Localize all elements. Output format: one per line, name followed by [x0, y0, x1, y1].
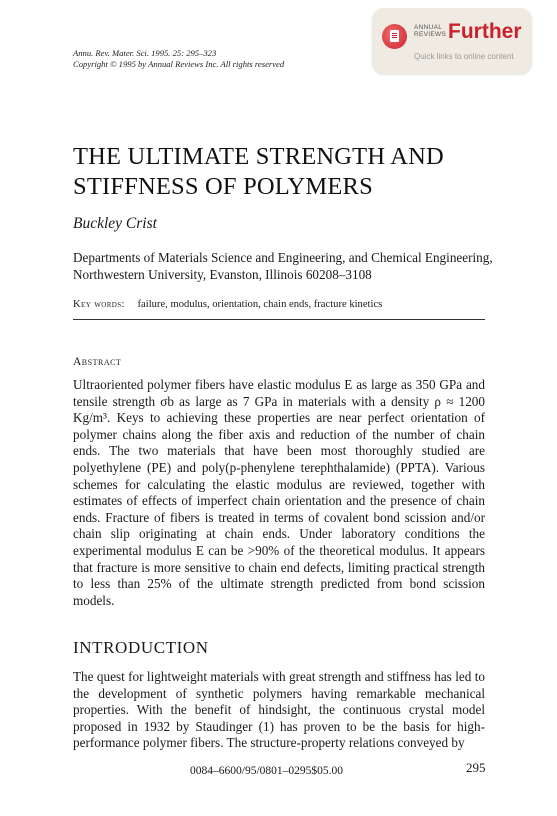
- divider: [73, 319, 485, 320]
- author-name: Buckley Crist: [73, 215, 157, 232]
- journal-header: [73, 48, 284, 70]
- abstract-text: Ultraoriented polymer fibers have elastic modulus E as large as 350 GPa and tensile strength σb as large as 7 GPa in materials with a density ρ ≈ 1200 Kg/m³. Keys to achieving these properties are near perfect orientation of polymer chains along the fiber axis and reduction of the number of chain ends. The two materials that have been most thoroughly studied are polyethylene (PE) and poly(p-phenylene terephthalamide) (PPTA). Various schemes for calculating the elastic modulus are reviewed, together with estimates of effects of imperfect chain orientation and the presence of chain ends. Fracture of fibers is treated in terms of covalent bond scission and/or chain slip originating at chain ends. Under laboratory conditions the experimental modulus E can be >90% of the theoretical modulus. It appears that fracture is more sensitive to chain end defects, limiting practical strength to less than 25% of the ultimate strength predicted from bond scission models.: [73, 377, 485, 608]
- abstract-heading: Abstract: [73, 356, 122, 368]
- introduction-text: The quest for lightweight materials with great strength and stiffness has led to the development of synthetic polymers having remarkable mechanical properties. With the benefit of hindsight, the continuous crystal model proposed in 1932 by Staudinger (1) has proven to be the basis for high-performance polymer fibers. The structure-property relations conveyed by: [73, 669, 485, 751]
- introduction-heading: INTRODUCTION: [73, 638, 209, 657]
- copyright: Copyright © 1995 by Annual Reviews Inc. All rights reserved: [73, 59, 285, 69]
- annual-reviews-logo-icon: [382, 24, 407, 49]
- further-badge[interactable]: [372, 8, 532, 74]
- keywords-list: failure, modulus, orientation, chain ends, fracture kinetics: [137, 299, 383, 310]
- citation: Annu. Rev. Mater. Sci. 1995. 25: 295–323: [73, 48, 217, 58]
- further-subtitle: Quick links to online content: [414, 52, 514, 61]
- keywords-label: Key words:: [73, 299, 125, 310]
- article-title: THE ULTIMATE STRENGTH AND STIFFNESS OF POLYMERS: [73, 143, 444, 200]
- page-number: 295: [466, 760, 486, 775]
- keywords-line: [73, 299, 382, 310]
- further-label: Further: [448, 20, 522, 43]
- annual-reviews-wordmark: ANNUAL REVIEWS: [414, 24, 447, 38]
- affiliation: Departments of Materials Science and Engineering, and Chemical Engineering, Northwestern University, Evanston, Illinois 60208–3108: [73, 250, 493, 282]
- article-code: 0084–6600/95/0801–0295$05.00: [190, 765, 344, 777]
